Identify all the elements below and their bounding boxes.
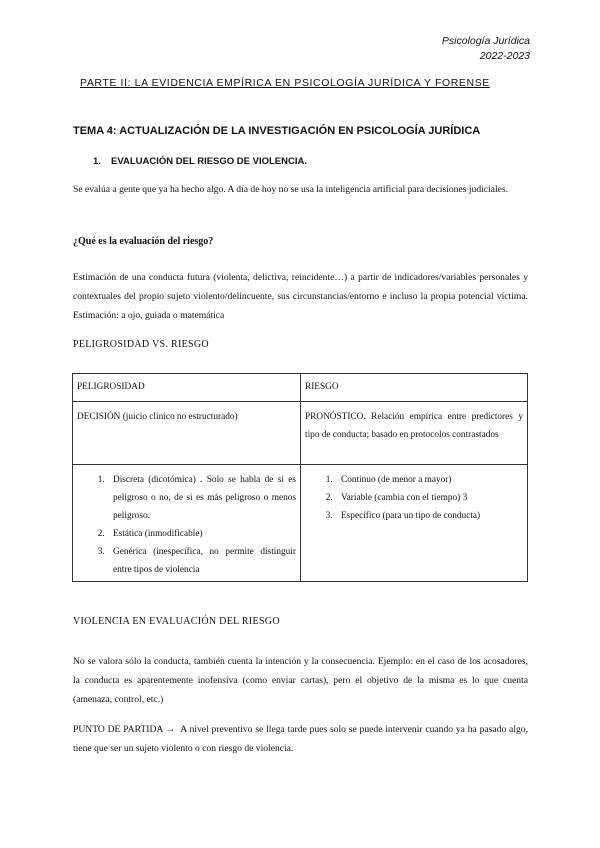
definition-paragraph: Estimación de una conducta futura (violenta, delictiva, reincidente…) a partir de indicadores/variables personales y contextuales del propio sujeto violento/delincuente, sus circunstancias/entorno e incluso la propia potencial víctima. Estimación: a ojo, guiada o matemática — [73, 272, 528, 321]
intro-paragraph: Se evalúa a gente que ya ha hecho algo. A día de hoy no se usa la inteligencia artificial para decisiones judiciales. — [73, 184, 509, 195]
comparison-table — [72, 373, 528, 582]
starting-point-label: PUNTO DE PARTIDA → — [73, 724, 176, 735]
riesgo-description: PRONÓSTICO. Relación empírica entre predictores y tipo de conducta; basado en protocolos contrastados — [301, 402, 528, 465]
list-item: 1. Continuo (de menor a mayor) — [335, 471, 523, 489]
list-item: 2. Variable (cambia con el tiempo) 3 — [335, 489, 523, 507]
peligrosidad-description: DECISIÓN (juicio clínico no estructurado) — [73, 402, 301, 465]
section-number: 1. — [93, 156, 101, 167]
violence-heading: VIOLENCIA EN EVALUACIÓN DEL RIESGO — [73, 616, 280, 627]
header-subject: Psicología Jurídica — [441, 35, 530, 47]
table-header-row — [73, 374, 528, 402]
list-item: 2. Estática (inmodificable) — [107, 525, 296, 543]
comparison-heading: PELIGROSIDAD VS. RIESGO — [73, 339, 209, 350]
tema-title: TEMA 4: ACTUALIZACIÓN DE LA INVESTIGACIÓN EN PSICOLOGÍA JURÍDICA — [73, 125, 481, 137]
riesgo-list-cell — [301, 465, 528, 582]
list-item: 1. Discreta (dicotómica) . Solo se habla de si es peligroso o no, de si es más peligroso o menos peligroso. — [107, 471, 296, 525]
section-heading — [93, 156, 307, 167]
table-header-riesgo: RIESGO — [301, 374, 528, 402]
table-description-row — [73, 402, 528, 465]
list-item: 3. Genérica (inespecífica, no permite distinguir entre tipos de violencia — [107, 543, 296, 579]
starting-point-text: A nivel preventivo se llega tarde pues solo se puede intervenir cuando ya ha pasado algo, tiene que ser un sujeto violento o con riesgo de violencia. — [73, 724, 528, 754]
part-title: PARTE II: LA EVIDENCIA EMPÍRICA EN PSICOLOGÍA JURÍDICA Y FORENSE — [80, 77, 490, 89]
table-header-peligrosidad: PELIGROSIDAD — [73, 374, 301, 402]
peligrosidad-list-cell — [73, 465, 301, 582]
document-header — [442, 34, 530, 64]
riesgo-list — [305, 471, 523, 525]
list-item: 3. Específico (para un tipo de conducta) — [335, 507, 523, 525]
starting-point-paragraph — [73, 720, 528, 758]
question-heading: ¿Qué es la evaluación del riesgo? — [73, 236, 214, 247]
section-title: EVALUACIÓN DEL RIESGO DE VIOLENCIA. — [111, 156, 308, 167]
table-list-row — [73, 465, 528, 582]
violence-paragraph: No se valora sólo la conducta, también cuenta la intención y la consecuencia. Ejemplo: en el caso de los acosadores, la conducta es aparentemente inofensiva (como enviar cartas), pero el objetivo de la misma es lo que cuenta (amenaza, control, etc.) — [73, 656, 528, 705]
header-year: 2022-2023 — [479, 50, 530, 62]
peligrosidad-list — [77, 471, 296, 579]
